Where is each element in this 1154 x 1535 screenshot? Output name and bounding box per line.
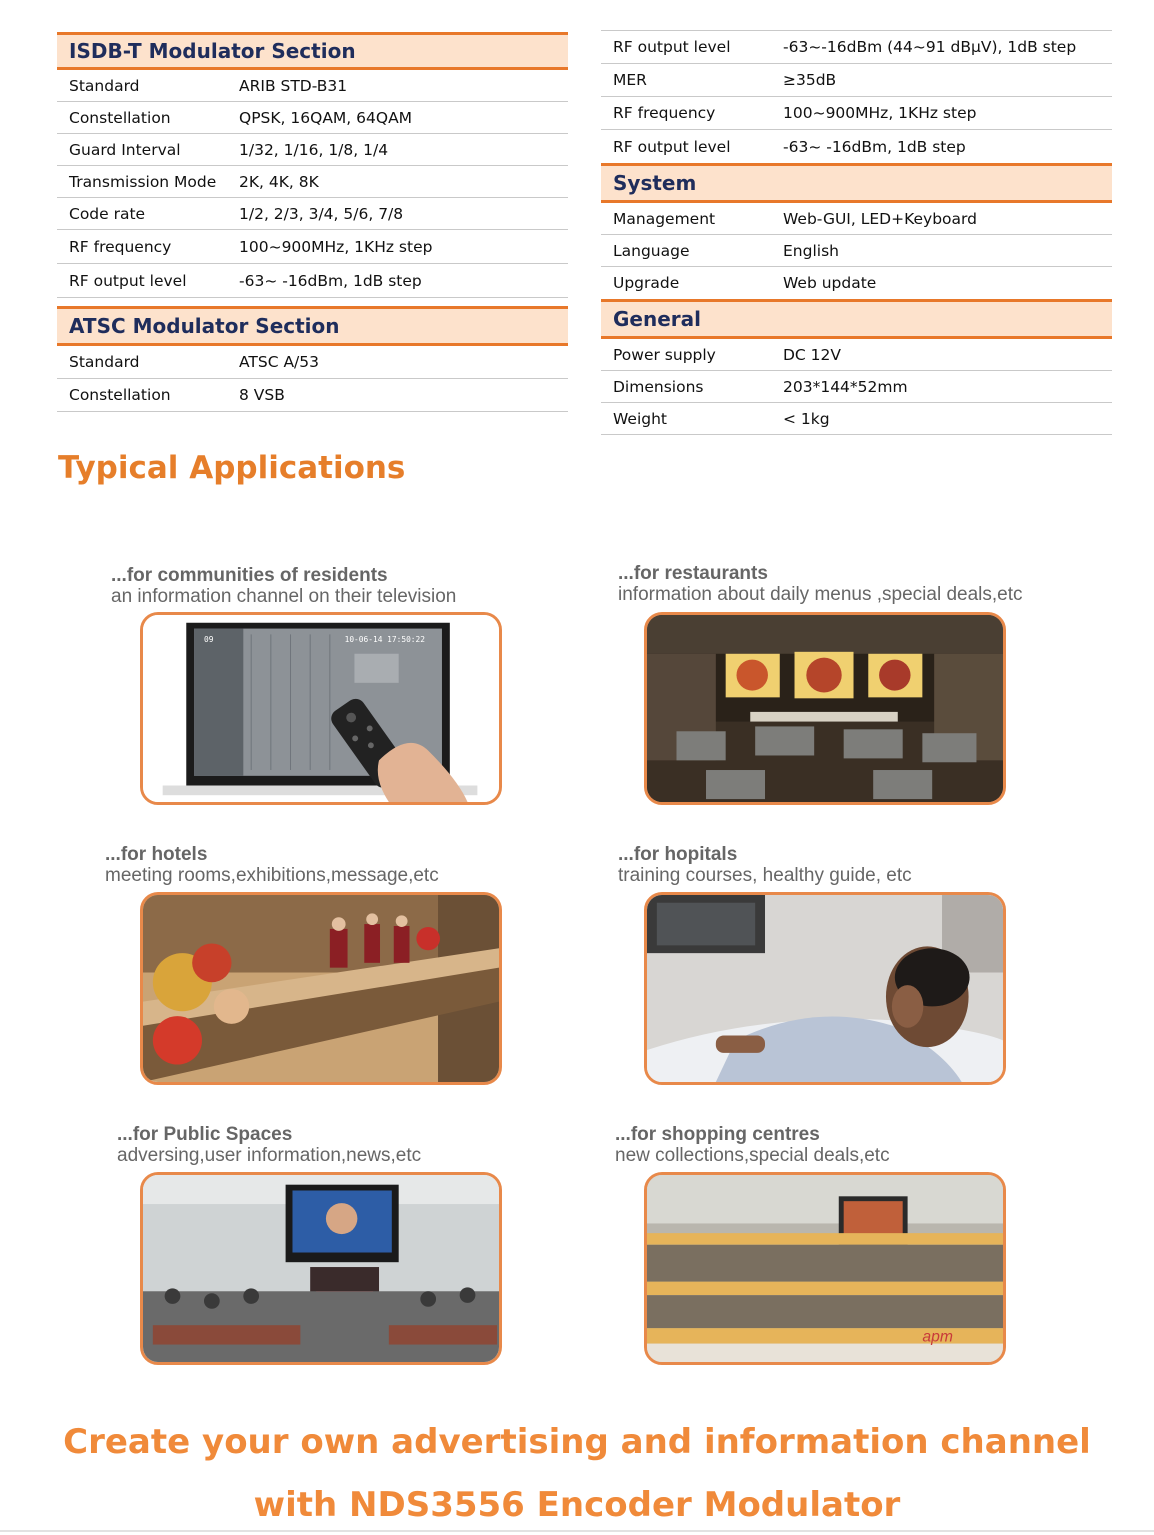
spec-key: Power supply — [613, 345, 716, 364]
typical-applications-title: Typical Applications — [58, 450, 406, 486]
app-caption-public-spaces — [117, 1124, 421, 1166]
app-title: ...for communities of residents — [111, 565, 388, 586]
tv-timestamp-text: 10-06-14 17:50:22 — [344, 635, 426, 645]
spec-row — [57, 166, 568, 198]
isdbt-spec-table — [57, 32, 568, 412]
spec-value: 100~900MHz, 1KHz step — [239, 237, 433, 256]
mall-sign-text: apm — [922, 1328, 953, 1346]
app-subtitle: training courses, healthy guide, etc — [618, 865, 912, 886]
general-section-header: General — [601, 299, 1112, 339]
spec-row — [601, 403, 1112, 435]
spec-row — [57, 198, 568, 230]
photo-public-spaces — [140, 1172, 502, 1365]
tv-channel-text: 09 — [203, 635, 214, 645]
spec-key: Management — [613, 209, 716, 228]
spec-key: Standard — [69, 76, 140, 95]
spec-key: Upgrade — [613, 274, 680, 292]
spec-row — [601, 267, 1112, 299]
spec-value: ARIB STD-B31 — [239, 76, 348, 95]
spec-key: Dimensions — [613, 377, 704, 396]
spec-row — [57, 346, 568, 379]
spec-row — [601, 130, 1112, 163]
spec-key: Guard Interval — [69, 140, 181, 159]
system-section-header: System — [601, 163, 1112, 203]
spec-row — [57, 264, 568, 298]
app-title: ...for hopitals — [618, 844, 738, 865]
spec-row — [601, 30, 1112, 64]
spec-value: 2K, 4K, 8K — [239, 172, 319, 191]
app-caption-hospitals — [618, 844, 912, 886]
spec-value: 100~900MHz, 1KHz step — [783, 104, 977, 122]
spec-value: 203*144*52mm — [783, 377, 908, 396]
photo-restaurant — [644, 612, 1006, 805]
spec-key: Constellation — [69, 386, 171, 404]
spec-row — [601, 64, 1112, 97]
spec-value: ATSC A/53 — [239, 353, 320, 371]
spec-value: Web update — [783, 274, 877, 292]
spec-row — [57, 379, 568, 412]
app-title: ...for Public Spaces — [117, 1124, 293, 1145]
app-title: ...for restaurants — [618, 563, 768, 584]
closing-line-2: with NDS3556 Encoder Modulator — [253, 1485, 901, 1525]
spec-value: -63~-16dBm (44~91 dBµV), 1dB step — [783, 38, 1077, 56]
spec-row — [601, 203, 1112, 235]
app-subtitle: new collections,special deals,etc — [615, 1145, 890, 1166]
app-caption-shopping-centres — [615, 1124, 890, 1166]
photo-shopping-centre — [644, 1172, 1006, 1365]
spec-row — [57, 134, 568, 166]
spec-key: MER — [613, 71, 647, 89]
app-subtitle: meeting rooms,exhibitions,message,etc — [105, 865, 439, 886]
spec-key: Language — [613, 241, 690, 260]
app-caption-communities — [111, 565, 456, 607]
spec-value: ≥35dB — [783, 71, 837, 89]
spec-key: Code rate — [69, 204, 146, 223]
closing-line-1: Create your own advertising and information channel — [63, 1422, 1091, 1462]
spec-key: RF output level — [613, 137, 731, 156]
photo-hotel — [140, 892, 502, 1085]
spec-value: Web-GUI, LED+Keyboard — [783, 209, 977, 228]
spec-row — [57, 70, 568, 102]
app-caption-restaurants — [618, 563, 1023, 605]
spec-value: < 1kg — [783, 409, 830, 428]
spec-key: RF frequency — [613, 104, 716, 122]
spec-key: RF output level — [613, 38, 731, 56]
spec-key: Transmission Mode — [69, 172, 217, 191]
app-title: ...for shopping centres — [615, 1124, 820, 1145]
app-subtitle: adversing,user information,news,etc — [117, 1145, 422, 1166]
spec-value: 1/2, 2/3, 3/4, 5/6, 7/8 — [239, 204, 404, 223]
spec-row — [601, 235, 1112, 267]
spec-row — [57, 102, 568, 134]
spec-row — [601, 371, 1112, 403]
spec-key: Weight — [613, 409, 668, 428]
photo-hospital — [644, 892, 1006, 1085]
spec-row — [57, 230, 568, 264]
right-spec-table — [601, 30, 1112, 435]
spec-value: 8 VSB — [239, 386, 285, 404]
spec-key: Standard — [69, 353, 140, 371]
spec-value: -63~ -16dBm, 1dB step — [239, 271, 422, 290]
spec-row — [601, 97, 1112, 130]
atsc-section-header: ATSC Modulator Section — [57, 306, 568, 346]
photo-communities-tv — [140, 612, 502, 805]
app-caption-hotels — [105, 844, 439, 886]
spec-value: 1/32, 1/16, 1/8, 1/4 — [239, 140, 389, 159]
app-subtitle: an information channel on their television — [111, 586, 457, 607]
spec-value: QPSK, 16QAM, 64QAM — [239, 108, 413, 127]
isdbt-section-header: ISDB-T Modulator Section — [57, 32, 568, 70]
spec-key: Constellation — [69, 108, 171, 127]
spec-key: RF frequency — [69, 237, 172, 256]
spec-value: DC 12V — [783, 345, 842, 364]
footer-divider — [0, 1530, 1154, 1532]
spec-value: English — [783, 241, 839, 260]
spec-row — [601, 339, 1112, 371]
app-subtitle: information about daily menus ,special deals,etc — [618, 584, 1023, 605]
app-title: ...for hotels — [105, 844, 208, 865]
spec-value: -63~ -16dBm, 1dB step — [783, 137, 966, 156]
spec-key: RF output level — [69, 271, 187, 290]
